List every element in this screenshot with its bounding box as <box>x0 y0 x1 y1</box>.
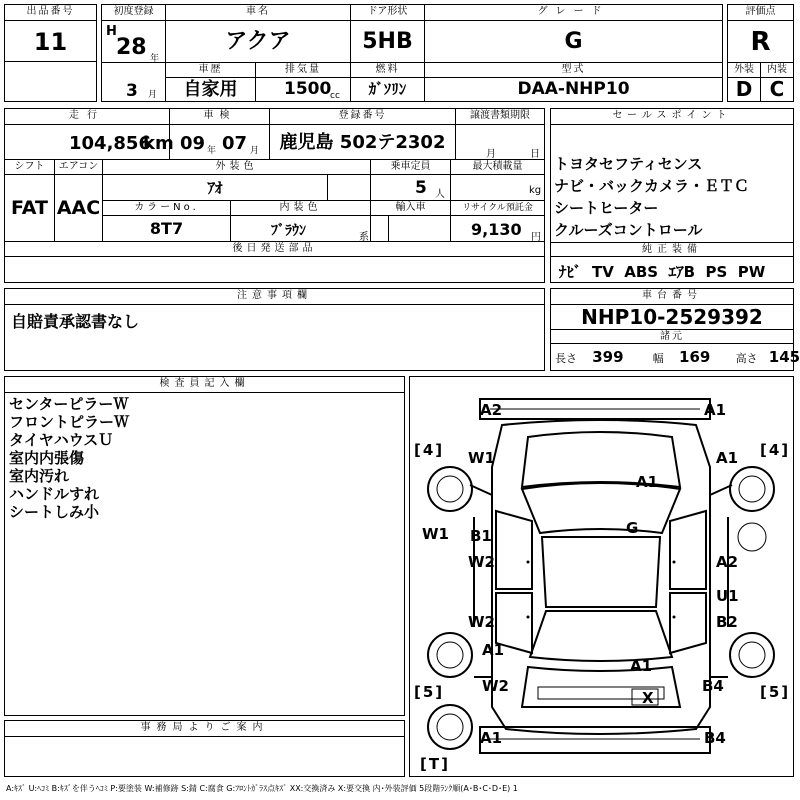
mileage-cell <box>5 125 174 160</box>
month-unit: 月 <box>148 90 158 100</box>
equipment-item: TV <box>591 263 614 281</box>
chassis-box <box>550 288 800 371</box>
sales-point: トヨタセフティセンス <box>554 155 703 173</box>
exterior-color-extra <box>328 175 371 201</box>
transfer-deadline-label: 譲渡書類期限 <box>456 109 544 125</box>
grade-label: グレード <box>425 5 722 21</box>
interior-color: ﾌﾞﾗｳﾝ <box>271 223 306 239</box>
notes-label: 注意事項欄 <box>5 289 544 305</box>
tire-front-left: [4] <box>414 441 445 459</box>
mark-front-left: A2 <box>480 401 503 419</box>
mileage-unit: km <box>143 133 174 154</box>
lot-number: 11 <box>5 22 96 62</box>
history: 自家用 <box>166 78 256 101</box>
interior-color-cell <box>231 216 371 242</box>
legend-text: A:ｷｽﾞ U:ﾍｺﾐ B:ｷｽﾞを伴うﾍｺﾐ P:要塗装 W:補修跡 S:錆 C:腐食 G:ﾌﾛﾝﾄｶﾞﾗｽ点ｷｽﾞ XX:交換済み X:要交換 内･外装評価 5段階ﾗﾝｸ順(A･B･C･D･E) 1 <box>6 784 518 793</box>
recycle-label: リサイクル預託金 <box>451 201 544 216</box>
mark-door-rr-upper: U1 <box>716 587 739 605</box>
inspector-label: 検査員記入欄 <box>5 377 404 393</box>
mark-fender-right: A1 <box>716 449 739 467</box>
inspector-line: 室内汚れ <box>9 467 70 485</box>
specs-values <box>555 348 800 366</box>
tire-rr-value: 5 <box>768 683 782 701</box>
mark-rear-left-b: W2 <box>482 677 509 695</box>
chassis-number: NHP10-2529392 <box>551 305 793 330</box>
inspection-month-unit: 月 <box>250 146 260 156</box>
lot-number-box <box>4 4 97 102</box>
recycle-fee: 9,130 <box>471 220 522 239</box>
model-label: 型式 <box>425 63 722 78</box>
interior-color-label: 内装色 <box>231 201 371 216</box>
mileage: 104,856 <box>69 133 151 154</box>
grade: G <box>425 21 722 63</box>
inspector-line: シートしみ小 <box>9 503 100 521</box>
max-load-unit: kg <box>529 185 542 196</box>
registration-month: 3 <box>126 81 138 101</box>
tire-rear-left: [5] <box>414 683 445 701</box>
mark-door-fl-upper: B1 <box>470 527 492 545</box>
car-outline <box>410 377 793 776</box>
inspection-year: 09 <box>180 133 206 154</box>
equipment-item: ABS <box>624 263 659 281</box>
year-unit: 年 <box>150 54 160 64</box>
damage-diagram <box>409 376 794 777</box>
registration-month-cell <box>102 63 166 101</box>
capacity-label: 乗車定員 <box>371 160 451 175</box>
max-load-label: 最大積載量 <box>451 160 544 175</box>
fuel-label: 燃料 <box>351 63 425 78</box>
sales-points-list <box>554 153 749 241</box>
registration-year: 28 <box>116 35 147 60</box>
displacement-label: 排気量 <box>256 63 351 78</box>
exterior-color: ｱｵ <box>103 175 328 201</box>
mark-door-fl-lower: W2 <box>468 553 495 571</box>
inspection-month: 07 <box>222 133 248 154</box>
height-label: 高さ <box>735 352 758 365</box>
sales-points-box <box>550 108 794 283</box>
inspector-notes <box>9 395 129 521</box>
office-label: 事務局よりご案内 <box>5 721 404 737</box>
tire-fl-value: 4 <box>422 441 436 459</box>
mark-hood: A1 <box>636 473 659 491</box>
mark-roof: G <box>626 519 639 537</box>
displacement-cell <box>256 78 351 101</box>
era-mark: H <box>106 24 117 39</box>
inspector-line: 室内内張傷 <box>9 449 85 467</box>
aircon-label: エアコン <box>55 160 103 175</box>
trunk-mark: [T] <box>420 755 450 773</box>
car-name: アクア <box>166 21 351 63</box>
recycle-cell <box>451 216 544 242</box>
aircon: AAC <box>55 175 103 242</box>
tire-fr-value: 4 <box>768 441 782 459</box>
import-label: 輸入車 <box>371 201 451 216</box>
length-value: 399 <box>592 348 624 366</box>
mark-bumper-left: A1 <box>480 729 503 747</box>
transfer-deadline-cell <box>456 125 544 160</box>
equipment-label: 純正装備 <box>551 242 793 257</box>
mark-rear-right: B4 <box>702 677 724 695</box>
interior-grade: C <box>769 77 785 101</box>
mark-door-rl: W2 <box>468 613 495 631</box>
max-load-cell <box>451 175 544 201</box>
header-grid <box>101 4 723 102</box>
equipment-item: ｴｱB <box>668 263 696 281</box>
fuel: ｶﾞｿﾘﾝ <box>351 78 425 101</box>
recycle-unit: 円 <box>531 232 541 243</box>
mark-door-fr: A2 <box>716 553 739 571</box>
car-name-label: 車名 <box>166 5 351 21</box>
exterior-color-label: 外装色 <box>103 160 371 175</box>
equipment-item: PS <box>705 263 728 281</box>
inspection-year-unit: 年 <box>207 146 217 156</box>
equipment-item: PW <box>737 263 766 281</box>
notes-text: 自賠責承認書なし <box>11 312 140 331</box>
inspector-box <box>4 376 405 716</box>
chassis-label: 車台番号 <box>551 289 793 305</box>
import-cell-a <box>371 216 389 242</box>
height-value: 145 <box>768 348 800 366</box>
mark-pillar-left: W1 <box>422 525 449 543</box>
sales-point: ナビ・バックカメラ・ＥＴＣ <box>554 177 750 195</box>
mark-fender-left: W1 <box>468 449 495 467</box>
later-parts-label: 後日発送部品 <box>5 242 544 257</box>
office-box <box>4 720 405 777</box>
inspector-line: ハンドルすれ <box>9 485 100 503</box>
mileage-label: 走行 <box>5 109 170 125</box>
exterior-grade: D <box>728 78 761 101</box>
shift-label: シフト <box>5 160 55 175</box>
door-type: 5HB <box>351 21 425 63</box>
mark-rear-center: A1 <box>630 657 653 675</box>
vehicle-info-grid <box>4 108 545 283</box>
score: R <box>728 21 793 63</box>
first-registration-label: 初度登録 <box>102 5 166 21</box>
width-value: 169 <box>679 348 711 366</box>
equipment-item: ﾅﾋﾞ <box>559 263 582 281</box>
transfer-day-unit: 日 <box>530 149 540 160</box>
inspector-line: フロントピラーＷ <box>9 413 130 431</box>
first-registration <box>102 21 166 63</box>
mark-bumper-right: B4 <box>704 729 726 747</box>
mark-front-right: A1 <box>704 401 727 419</box>
sales-point: クルーズコントロール <box>554 221 703 239</box>
lot-number-label: 出品番号 <box>5 5 96 21</box>
specs-label: 諸元 <box>551 330 793 344</box>
tire-rl-value: 5 <box>422 683 436 701</box>
mark-rear-exchange: X <box>642 689 654 707</box>
displacement-unit: cc <box>330 91 340 101</box>
mark-door-rr-lower: B2 <box>716 613 738 631</box>
mark-rear-left-a: A1 <box>482 641 505 659</box>
exterior-label: 外装 <box>728 63 761 78</box>
color-number: 8T7 <box>103 216 231 242</box>
score-label: 評価点 <box>728 5 793 21</box>
interior-color-unit: 系 <box>359 232 369 243</box>
length-label: 長さ <box>555 352 577 365</box>
notes-box <box>4 288 545 371</box>
plate-label: 登録番号 <box>270 109 456 125</box>
inspection-cell <box>170 125 270 160</box>
door-type-label: ドア形状 <box>351 5 425 21</box>
displacement: 1500 <box>284 79 332 99</box>
plate-number: 鹿児島 502テ2302 <box>270 125 456 160</box>
inspector-line: タイヤハウスＵ <box>9 431 114 449</box>
inspector-line: センターピラーＷ <box>9 395 129 413</box>
color-number-label: カラーNo. <box>103 201 231 216</box>
capacity-unit: 人 <box>435 189 445 200</box>
interior-label: 内装 <box>761 63 793 78</box>
model-code: DAA-NHP10 <box>517 79 630 99</box>
capacity-cell <box>371 175 451 201</box>
tire-front-right: [4] <box>760 441 791 459</box>
equipment-list <box>559 261 765 282</box>
shift: FAT <box>5 175 55 242</box>
import-cell-b <box>389 216 451 242</box>
score-box <box>727 4 794 102</box>
capacity: 5 <box>415 178 427 198</box>
width-label: 幅 <box>652 352 664 365</box>
history-label: 車歴 <box>166 63 256 78</box>
trunk-value: T <box>428 755 442 773</box>
sales-points-label: セールスポイント <box>551 109 793 125</box>
transfer-month-unit: 月 <box>486 149 496 160</box>
sales-point: シートヒーター <box>554 199 659 217</box>
inspection-label: 車検 <box>170 109 270 125</box>
tire-rear-right: [5] <box>760 683 791 701</box>
